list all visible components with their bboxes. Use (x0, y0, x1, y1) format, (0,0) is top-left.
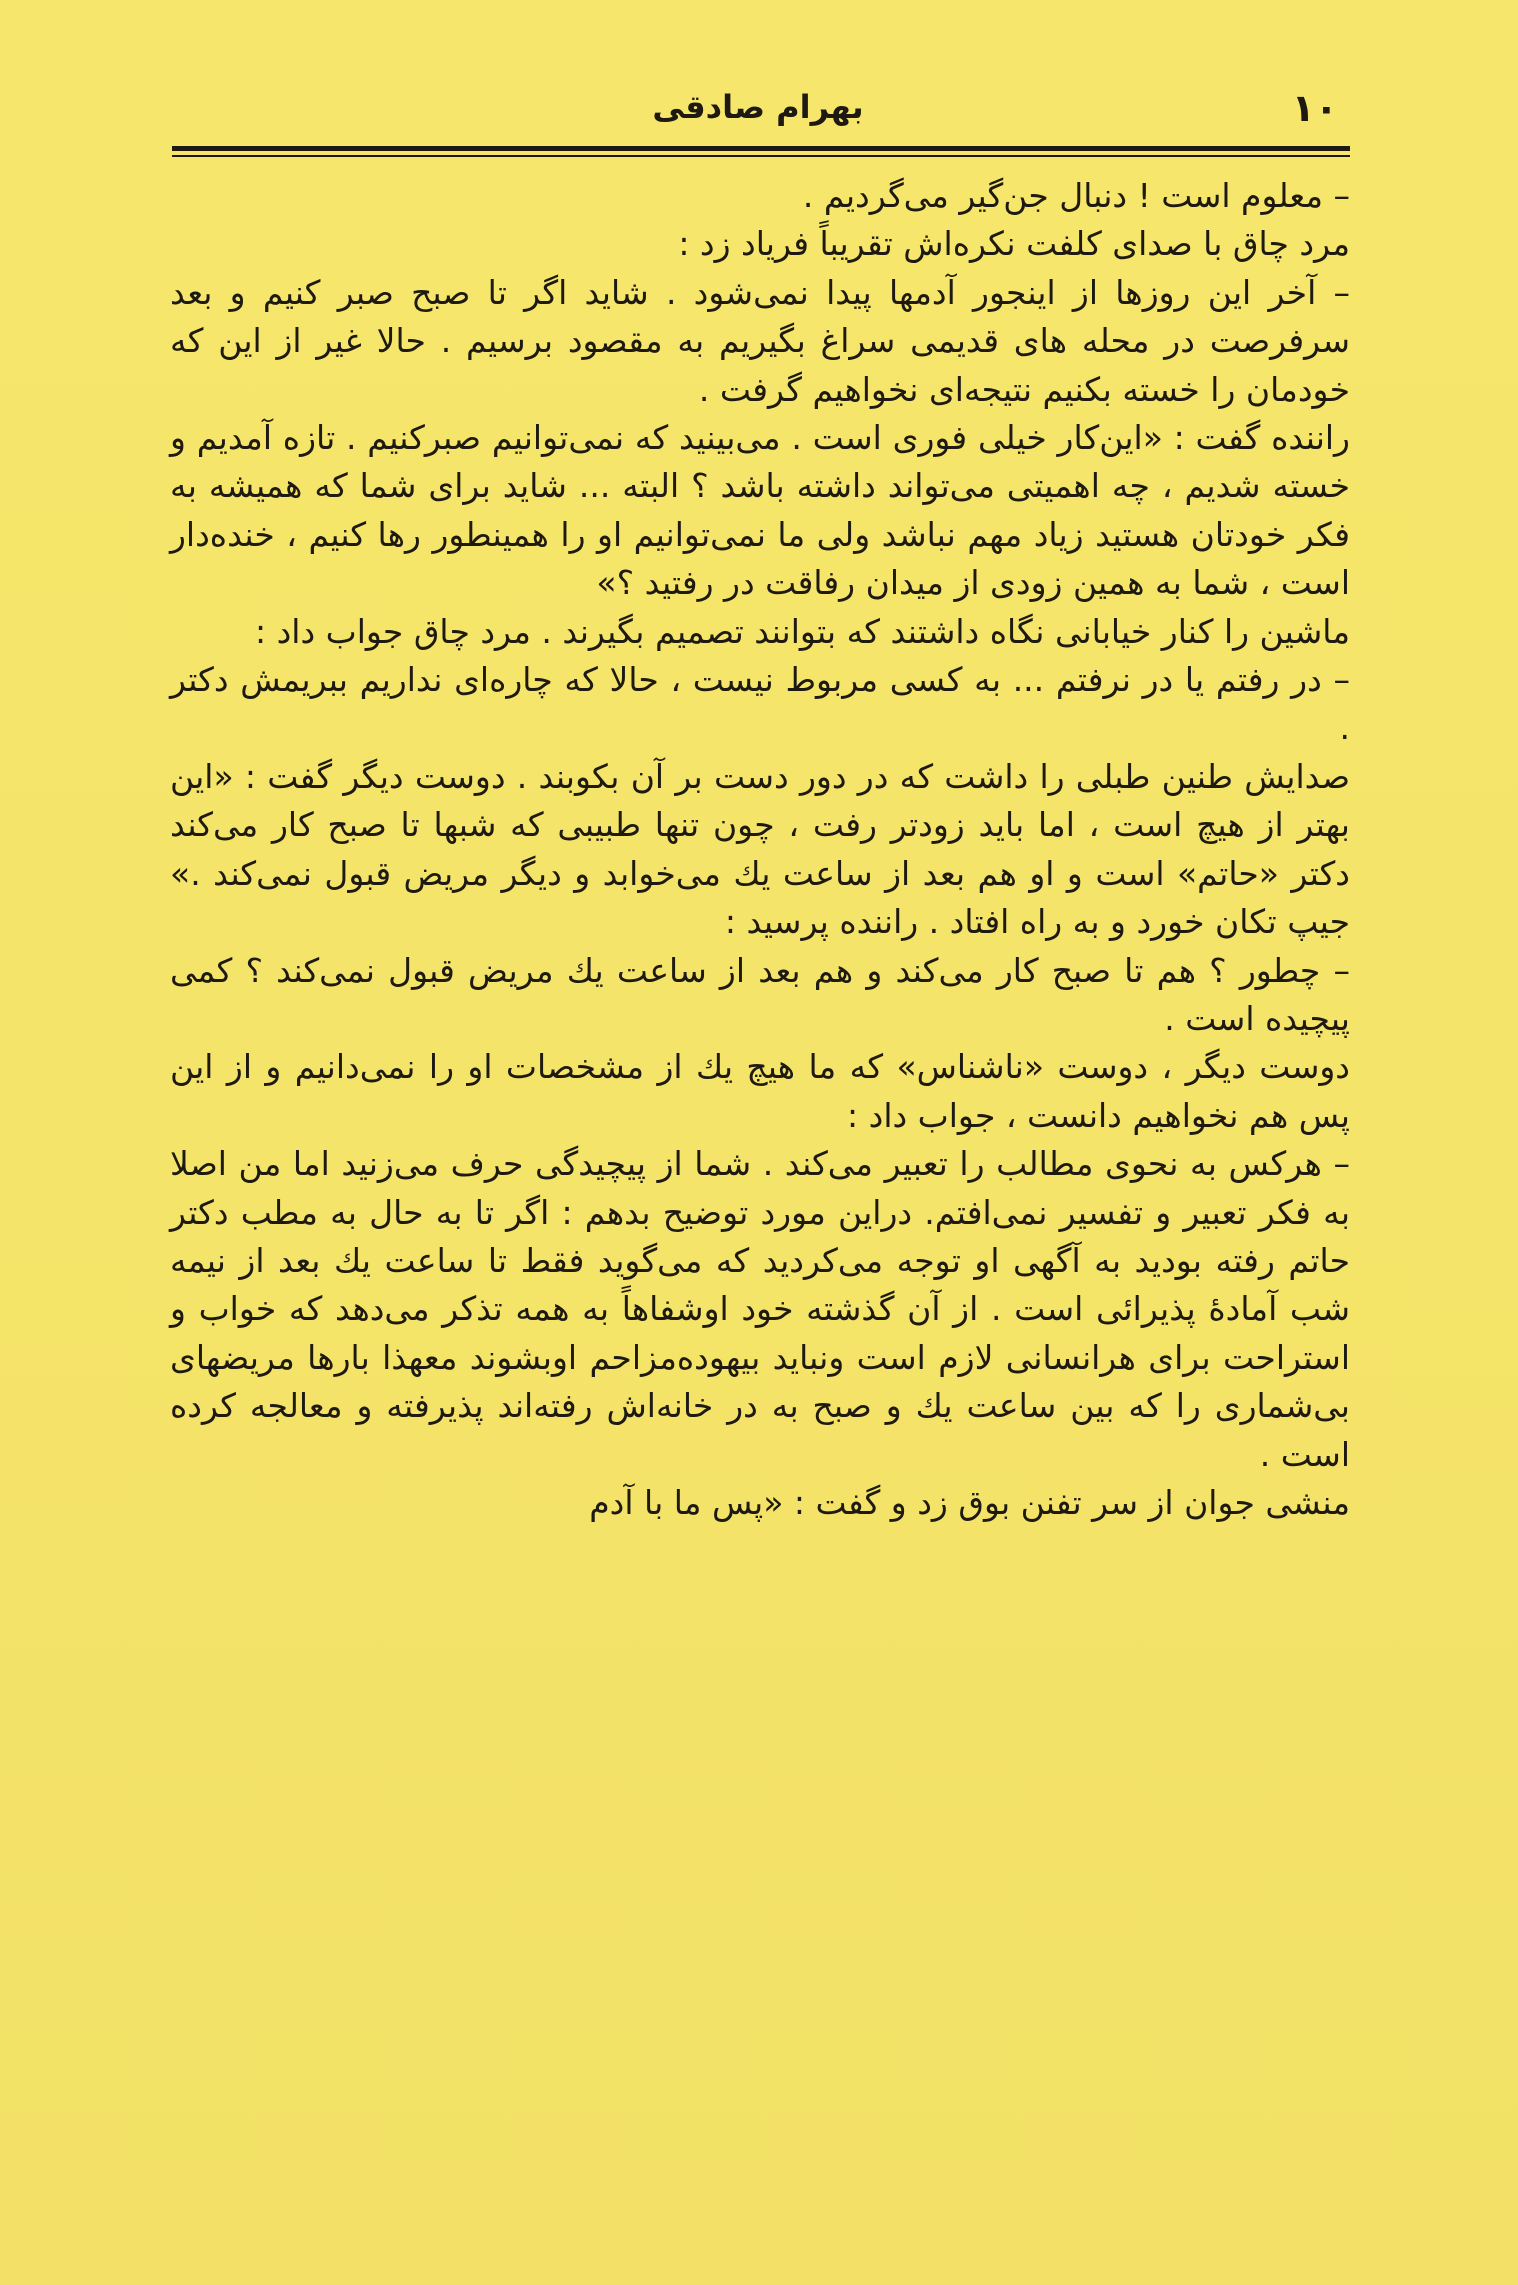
body-text (170, 172, 1350, 1527)
paragraph-3: – آخر این روزها از اینجور آدمها پیدا نمی‌شود . شاید اگر تا صبح صبر کنیم و بعد سرفرصت در محله های قدیمی سراغ بگیریم به مقصود برسیم . حالا غیر از این که خودمان را خسته بکنیم نتیجه‌ای نخواهیم گرفت . (170, 272, 1350, 409)
paragraph-8: – چطور ؟ هم تا صبح کار می‌کند و هم بعد از ساعت یك مریض قبول نمی‌کند ؟ کمی پیچیده است . (170, 950, 1350, 1038)
paragraph-1: – معلوم است ! دنبال جن‌گیر می‌گردیم . (802, 176, 1350, 215)
running-head-author: بهرام صادقی (652, 88, 864, 126)
paragraph-10: – هرکس به نحوی مطالب را تعبیر می‌کند . شما از پیچیدگی حرف می‌زنید اما من اصلا به فکر تعبیر و تفسیر نمی‌افتم. دراین مورد توضیح بدهم : اگر تا به حال به مطب دکتر حاتم رفته بودید به آگهی او توجه می‌کردید که می‌گوید فقط تا ساعت یك بعد از نیمه شب آمادهٔ پذیرائی است . از آن گذشته خود اوشفاهاً به همه تذکر می‌دهد که خواب و استراحت برای هرانسانی لازم است ونباید بیهوده‌مزاحم اوبشوند معهذا بارها مریضهای بی‌شماری را که بین ساعت یك و صبح به در خانه‌اش رفته‌اند پذیرفته و معالجه کرده است . (170, 1144, 1350, 1474)
paragraph-2: مرد چاق با صدای کلفت نکره‌اش تقریباً فریاد زد : (678, 224, 1350, 264)
page-number: ۱۰ (1291, 86, 1338, 130)
page-header (168, 84, 1348, 142)
paragraph-7: صدایش طنین طبلی را داشت که در دور دست بر آن بکوبند . دوست دیگر گفت : «این بهتر از هیچ است ، اما باید زودتر رفت ، چون تنها طبیبی که شبها تا صبح کار می‌کند دکتر «حاتم» است و او هم بعد از ساعت یك می‌خوابد و دیگر مریض قبول نمی‌کند .» جیپ تکان خورد و به راه افتاد . راننده پرسید : (170, 756, 1350, 942)
paragraph-5: ماشین را کنار خیابانی نگاه داشتند که بتوانند تصمیم بگیرند . مرد چاق جواب داد : (254, 611, 1350, 651)
header-rule-thin (172, 155, 1350, 157)
paragraph-4: راننده گفت : «این‌کار خیلی فوری است . می‌بینید که نمی‌توانیم صبرکنیم . تازه آمدیم و خسته شدیم ، چه اهمیتی می‌تواند داشته باشد ؟ البته ... شاید برای شما که همیشه به فکر خودتان هستید زیاد مهم نباشد ولی ما نمی‌توانیم او را همینطور رها کنیم ، خنده‌دار است ، شما به همین زودی از میدان رفاقت در رفتید ؟» (170, 418, 1350, 603)
paragraph-6: – در رفتم یا در نرفتم ... به کسی مربوط نیست ، حالا که چاره‌ای نداریم ببریمش دکتر . (170, 660, 1350, 748)
paragraph-11: منشی جوان از سر تفنن بوق زد و گفت : «پس ما با آدم (589, 1482, 1350, 1522)
header-rule-thick (172, 146, 1350, 151)
paragraph-9: دوست دیگر ، دوست «ناشناس» که ما هیچ یك از مشخصات او را نمی‌دانیم و از این پس هم نخواهیم دانست ، جواب داد : (170, 1047, 1350, 1135)
